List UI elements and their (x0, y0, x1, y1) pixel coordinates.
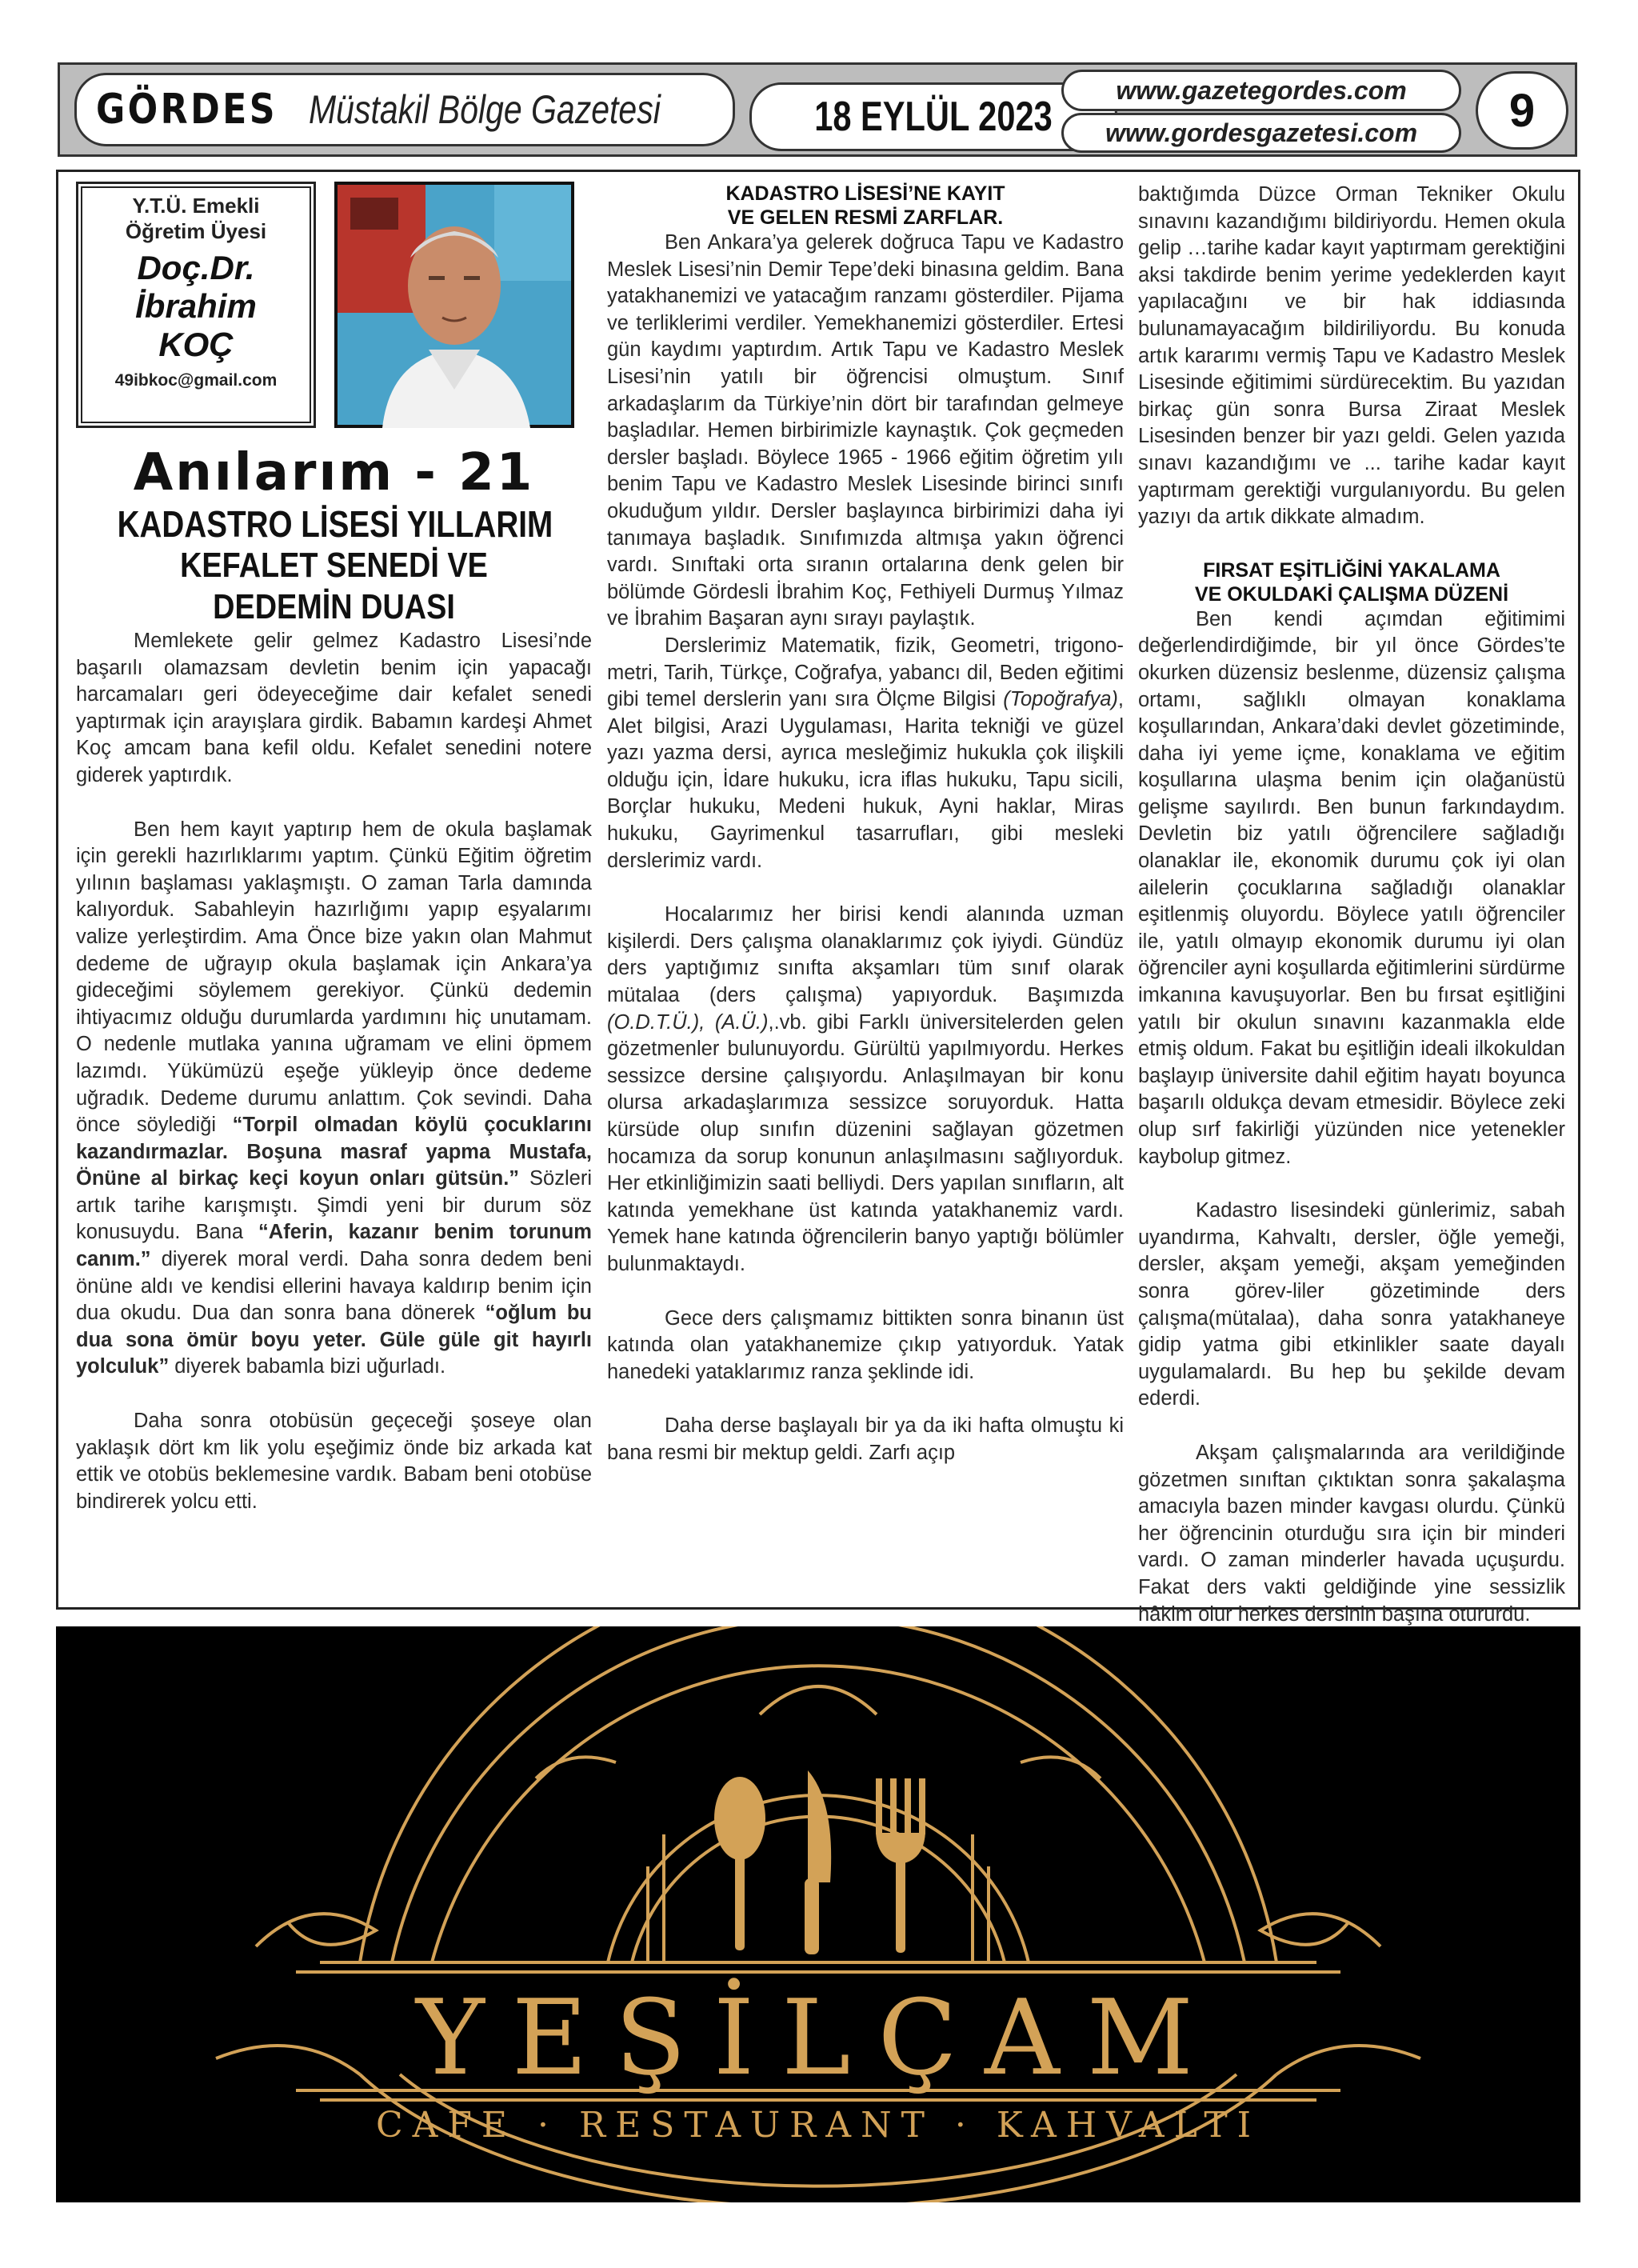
col1-paragraph-1: Memlekete gelir gelmez Kadastro Lisesi’nde başarılı olamazsam devletin benim için yapacağı harcamaları geri ödeyeceğime dair kefalet senedi yaptırmak için arayışlara girdik. Babamın kardeşi Ahmet Koç amcam bana kefil oldu. Kefalet senedini notere giderek yaptırdık. (76, 630, 592, 786)
col2-paragraph-4: Gece ders çalışmamız bittikten sonra binanın üst katında olan yatakhanemize çıkıp yatıyorduk. Yatak hanedeki yataklarımız ranza şeklinde idi. (607, 1306, 1124, 1383)
website-link-2[interactable]: www.gordesgazetesi.com (1105, 118, 1418, 147)
col2-paragraph-2 (607, 633, 1124, 874)
col1-p2-text-d: diyerek babamla bizi uğurladı. (169, 1355, 446, 1378)
col3-paragraph-4: Akşam çalışmalarında ara verildiğinde gözetmen sınıftan çıktıktan sonra şakalaşma amacıyla bazen minder kavgası olurdu. Çünkü her öğrencinin oturduğu sıra için bir minderi vardı. O zaman minderler havada uçuşurdu. Fakat ders vakti geldiğinde yine sessizlik hâkim olur herkes dersinin başına otururdu. (1138, 1441, 1565, 1626)
author-role-line-2: Öğretim Üyesi (125, 219, 267, 243)
article-box (56, 170, 1580, 1626)
col2-p3-italic: (O.D.T.Ü.), (A.Ü.) (607, 1010, 769, 1034)
col1-paragraph-3: Daha sonra otobüsün geçeceği şoseye olan yaklaşık dört km lik yolu eşeğimiz önde biz arkada kat ettik ve otobüs beklemesine vardık. Babam beni otobüse bindirerek yolcu etti. (76, 1410, 592, 1513)
col2-paragraph-3 (607, 902, 1124, 1278)
author-header (76, 182, 592, 434)
col2-paragraph-1: Ben Ankara’ya gelerek doğruca Tapu ve Kadastro Meslek Lisesi’nin Demir Tepe’deki binasına geldim. Bana yatakhanemizi ve yatacağım ranzamı gösterdiler. Pijama ve terliklerimi verdiler. Yemekhanemizi gösterdiler. Ertesi gün kaydımı yaptırdım. Artık Tapu ve Kadastro Meslek Lisesi’nin yatılı bir öğrencisi olmuştum. Sınıf arkadaşlarım da Türkiye’nin dört bir tarafından gelmeye başladılar. Hemen birbirimizle kaynaştık. Çok geçmeden dersler başladı. Böylece 1965 - 1966 eğitim öğretim yılı benim Tapu ve Kadastro Meslek Lisesinde birinci sınıfı okuduğum yıldır. Dersler başlayınca birbirimizi daha iyi tanımaya başladık. Sınıfımızda altmışa yakın öğrenci vardı. Sınıftaki orta sıranın ortalarına denk gelen bir bölümde Gördesli İbrahim Koç, Fethiyeli Durmuş Yılmaz ve İbrahim Başaran aynı sırayı paylaştık. (607, 231, 1124, 630)
knife-icon (805, 1770, 831, 1954)
author-name-line-3: KOÇ (158, 326, 234, 363)
ad-brand-name: YEŞİLÇAM (416, 1977, 1221, 2098)
col2-p2-italic: (Topoğrafya) (1003, 688, 1118, 711)
col2-p2-text-b: , Alet bilgisi, Arazi Uygulaması, Harita tekniği ve güzel yazı yazma dersi, ayrıca mesleğimiz hukukla çok ilişkili olduğu için, İdare hukuku, icra iflas hukuku, Tapu sicili, Borçlar hukuku, Medeni hukuk, Ayni haklar, Miras hukuku, Gayrimenkul tasarrufları, gibi mesleki derslerimiz vardı. (607, 688, 1124, 872)
ad-tagline: CAFE · RESTAURANT · KAHVALTI (375, 2105, 1261, 2146)
col1-quote-2: “Aferin, kazanır benim torunum canım.” (76, 1221, 592, 1271)
article-column-3 (1138, 182, 1565, 1674)
paper-subtitle: Müstakil Bölge Gazetesi (309, 87, 661, 132)
headline-2: KEFALET SENEDİ VE (180, 546, 488, 585)
author-email[interactable]: 49ibkoc@gmail.com (114, 371, 278, 390)
paper-name: GÖRDES (96, 86, 278, 134)
col3-section-title (1138, 558, 1565, 606)
headline-3: DEDEMİN DUASI (213, 587, 455, 626)
col3-paragraph-2: Ben kendi açımdan eğitimimi değerlendirdiğimde, bir yıl önce Gördes’te okurken düzensiz beslenme, düzensiz çalışma ortamı, sağlıklı olmayan konaklama koşullarından, Ankara’daki devlet gözetiminde, daha iyi yeme içme, konaklama ve eğitim koşullarına ulaşma benim için olağanüstü gelişme sayılırdı. Ben bunun farkındaydım. Devletin biz yatılı öğrencilere sağladığı olanaklar ile, ekonomik durumu çok iyi olan ailelerin çocuklarına sağladığı olanaklar eşitlenmiş oluyordu. Böylece yatılı öğrenciler ile, yatılı olmayıp ekonomik durumu iyi olan öğrenciler ayni koşullarda eğitimlerini sürdürme imkanına kavuşuyorlar. Ben bu fırsat eşitliğini yatılı bir okulun sınavını kazanmakla elde etmiş oldum. Fakat bu eşitliğin ideali ilkokuldan başlayıp üniversite dahil eğitim hayatı boyunca başarılı oldukça devam etmesidir. Böylece zeki olup sırf fakirliği yüzünden nice yetenekler kaybolup gitmez. (1138, 607, 1565, 1168)
advertisement[interactable] (56, 1626, 1580, 2202)
masthead (58, 62, 1577, 157)
author-photo (334, 182, 574, 428)
col2-paragraph-5: Daha derse başlayalı bir ya da iki hafta olmuştu ki bana resmi bir mektup geldi. Zarfı açıp (607, 1414, 1124, 1464)
col2-p2-text-a: Derslerimiz Matematik, fizik, Geometri, trigono-metri, Tarih, Türkçe, Coğrafya, yabancı dil, Beden eğitimi gibi temel derslerin yanı sıra Ölçme Bilgisi (607, 634, 1124, 711)
col1-quote-1: “Torpil olmadan köylü çocuklarını kazandırmazlar. Boşuna masraf yapma Mustafa, Önüne al birkaç keçi koyun onları gütsün.” (76, 1114, 592, 1190)
col3-paragraph-1: baktığımda Düzce Orman Tekniker Okulu sınavını kazandığımı bildiriyordu. Hemen okula gelip …tarihe kadar kayıt yaptırmam gerektiğini aksi takdirde benim yerime yedeklerden kayıt yapılacağını ve bir hak iddiasında bulunamayacağım bildiriliyordu. Bu konuda artık kararımı vermiş Tapu ve Kadastro Meslek Lisesinde eğitimimi sürdürecektim. Bu yazıdan birkaç gün sonra Bursa Ziraat Meslek Lisesinden benzer bir yazı geldi. Gelen yazıda sınavı kazandığımı ve ... tarihe kadar kayıt yaptırmam gerektiği vurgulanıyordu. Bu gelen yazıyı da artık dikkate almadım. (1138, 183, 1565, 529)
headline-1: KADASTRO LİSESİ YILLARIM (117, 503, 553, 545)
col3-title-line-2: VE OKULDAKİ ÇALIŞMA DÜZENİ (1194, 582, 1509, 606)
col1-p2-text-a: Ben hem kayıt yaptırıp hem de okula başlamak için gerekli hazırlıklarımı yaptım. Çünkü Eğitim öğretim yılının başlaması yaklaşmıştı. O zaman Tarla damında kalıyorduk. Sabahleyin hazırlığımı yapıp eşyalarımı valize yerleştirdim. Ama Önce bize yakın olan Mahmut dedeme de uğrayıp okula başlamak için Ankara’ya gideceğimi söylemem gerekiyor. Çünkü dedemin ihtiyacımız olduğu durumlarda yardımını hiç unutamam. O nedenle mutlaka yanına uğramam ve elini öpmem lazımdı. Yükümüzü eşeğe yükleyip önce dedeme uğradık. Dedeme durumu anlattım. Çok sevindi. Daha önce söylediği (76, 818, 592, 1137)
spoon-icon (714, 1777, 765, 1950)
author-name-line-2: İbrahim (135, 287, 257, 325)
col1-p2-text-c: diyerek moral verdi. Daha sonra dedem beni önüne aldı ve kendisi ellerini havaya kaldırıp benim için dua okudu. Dua dan sonra bana dönerek (76, 1248, 592, 1325)
article-column-2 (607, 182, 1124, 1467)
website-pill-2 (1061, 113, 1461, 153)
page-number-pill (1476, 71, 1568, 150)
col2-p3-text-b: ,.vb. gibi Farklı üniversitelerden gelen gözetmenler bulunuyordu. Gürültü yapılmıyordu. Herkes sessizce dersine çalışıyordu. Anlaşılmayan bir konu olursa arkadaşlarımıza sessizce soruyorduk. Hatta kürsüde olup sınıfın düzenini sağlayan gözetmen hocamıza da sorup konunun anlaşılmasını sağlıyorduk. Her etkinliğimizin saati belliydi. Ders yapılan sınıfların, alt katında yemekhane üst katında yatakhanemiz vardı. Yemek hane katında öğrencilerin banyo yaptığı bölümler bulunmaktaydı. (607, 1010, 1124, 1275)
col1-p2-text-b: Sözleri artık tarihe karışmıştı. Şimdi yeni bir durum söz konusuydu. Bana (76, 1167, 592, 1244)
website-link-1[interactable]: www.gazetegordes.com (1116, 75, 1407, 105)
paper-name-pill (74, 73, 735, 146)
col2-title-line-2: VE GELEN RESMİ ZARFLAR. (727, 206, 1004, 229)
col1-paragraph-2 (76, 817, 592, 1381)
page-number: 9 (1508, 84, 1536, 137)
author-name-line-1: Doç.Dr. (137, 249, 255, 286)
col2-section-title (607, 182, 1124, 230)
author-name (82, 249, 310, 364)
col1-quote-3: “oğlum bu dua sona ömür boyu yeter. Güle güle git hayırlı yolculuk” (76, 1302, 592, 1378)
author-role (82, 193, 310, 244)
col3-title-line-1: FIRSAT EŞİTLİĞİNİ YAKALAMA (1203, 558, 1500, 582)
article-column-1 (76, 182, 592, 1515)
author-role-line-1: Y.T.Ü. Emekli (132, 194, 260, 218)
col3-paragraph-3: Kadastro lisesindeki günlerimiz, sabah uyandırma, Kahvaltı, dersler, öğle yemeği, dersler, akşam yemeği, akşam yemeğinden sonra görev-liler gözetiminde ders çalışma(mütalaa), daha sonra yatakhaneye gidip yatma gibi etkinlikler saate dayalı uygulamalardı. Bu hep bu şekilde devam ederdi. (1138, 1199, 1565, 1410)
author-box (76, 182, 316, 428)
issue-date: 18 EYLÜL 2023 (814, 94, 1053, 140)
author-box-inner (81, 186, 311, 423)
col2-title-line-1: KADASTRO LİSESİ’NE KAYIT (725, 182, 1005, 205)
series-title: Anılarım - 21 (133, 443, 535, 502)
website-pill-1 (1061, 70, 1461, 111)
col2-p3-text-a: Hocalarımız her birisi kendi alanında uzman kişilerdi. Ders çalışma olanaklarımız çok iyiydi. Gündüz ders yaptığımız sınıfta akşamları tüm sınıf olarak mütalaa (ders çalışma) yapıyorduk. Başımızda (607, 903, 1124, 1007)
